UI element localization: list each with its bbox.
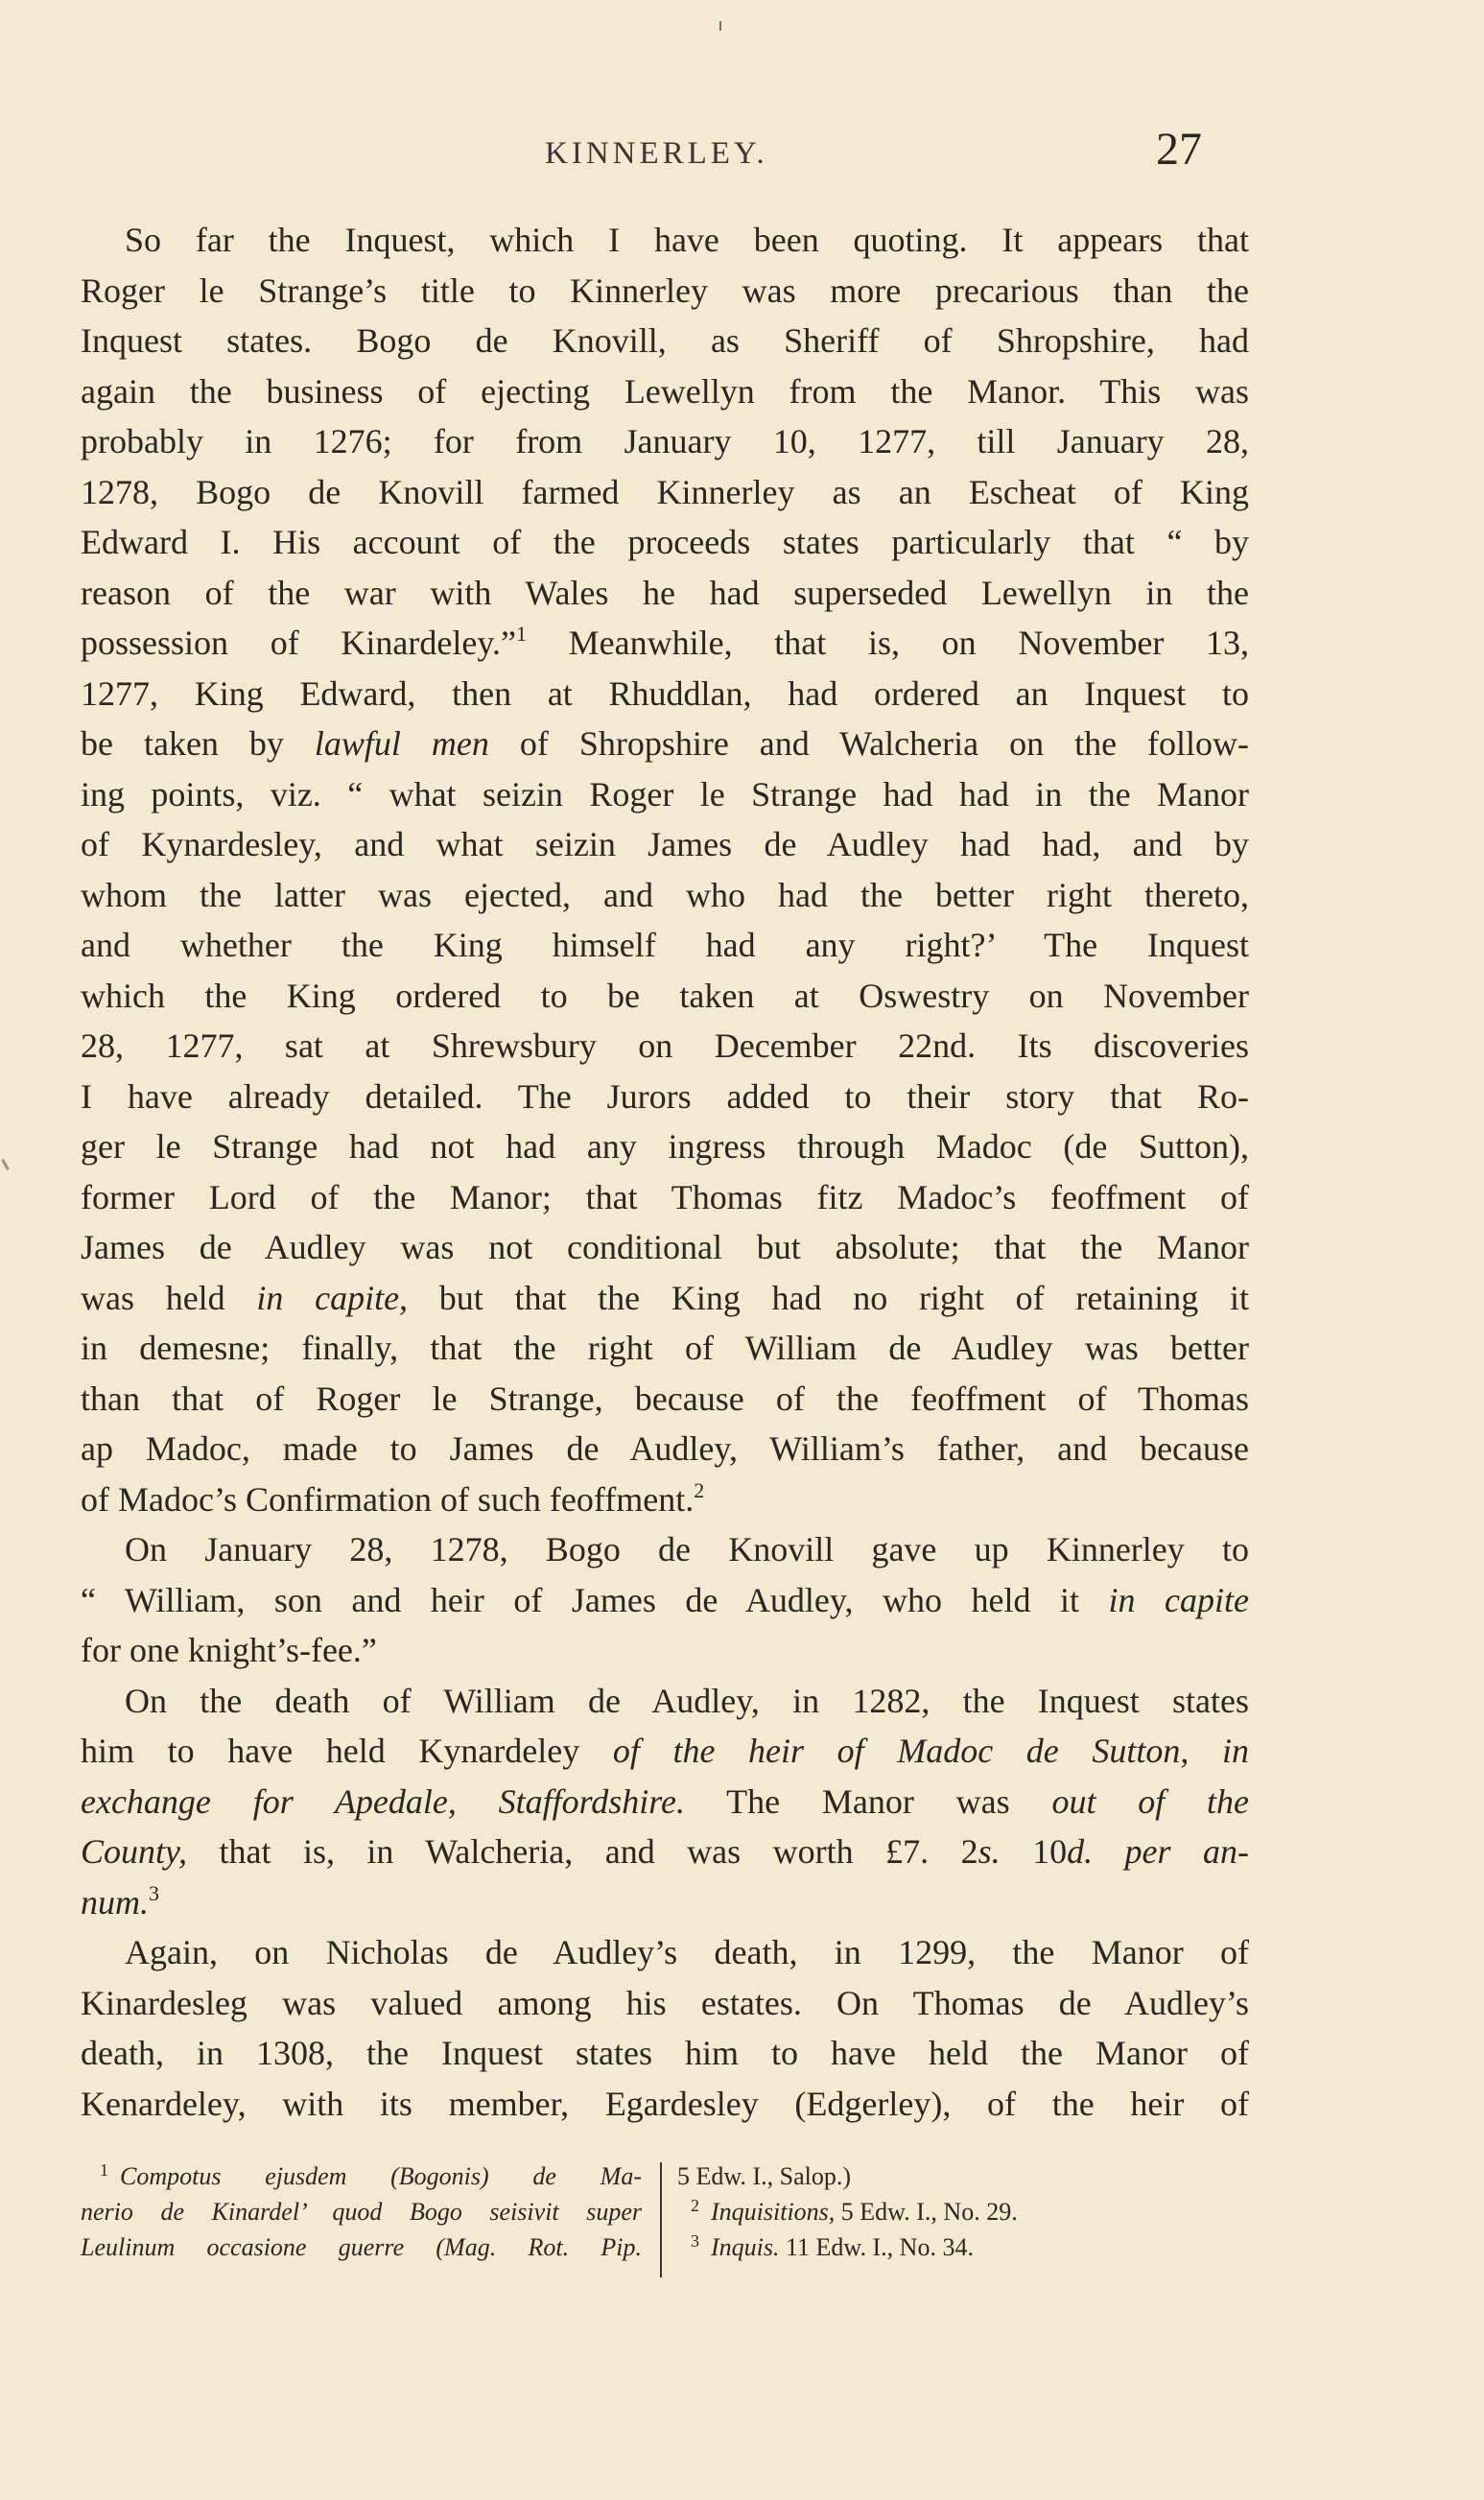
text-line: him to have held Kynardeley of the heir of Madoc de Sutton, in: [81, 1732, 1249, 1770]
text-line: 28, 1277, sat at Shrewsbury on December 22nd. Its discoveries: [81, 1026, 1249, 1065]
footnotes: [81, 2158, 1249, 2293]
text-line: probably in 1276; for from January 10, 1277, till January 28,: [81, 422, 1249, 460]
text-line: ing points, viz. “ what seizin Roger le Strange had had in the Manor: [81, 774, 1249, 814]
footnote-ref: 2: [694, 1477, 705, 1502]
text-line: County, that is, in Walcheria, and was worth £7. 2s. 10d. per an-: [81, 1832, 1249, 1871]
footnote-right-column: [677, 2158, 1249, 2265]
text-line: 1277, King Edward, then at Rhuddlan, had ordered an Inquest to: [81, 673, 1249, 713]
text-line: again the business of ejecting Lewellyn from the Manor. This was: [81, 371, 1249, 411]
footnote-1: $^1$ Compotus ejusdem (Bogonis) de Ma-: [100, 2160, 642, 2190]
footnote-number: 1: [100, 2160, 108, 2180]
text-line: and whether the King himself had any right?’ The Inquest: [81, 926, 1249, 964]
text-line: Roger le Strange’s title to Kinnerley was more precarious than the: [81, 271, 1249, 310]
page-number: 27: [1156, 124, 1202, 175]
text-line: ger le Strange had not had any ingress through Madoc (de Sutton),: [81, 1127, 1249, 1166]
running-title: KINNERLEY.: [545, 136, 768, 171]
text-line: num.$^3$: [81, 1880, 159, 1922]
text-line: exchange for Apedale, Staffordshire. The Manor was out of the: [81, 1781, 1250, 1821]
text-line: So far the Inquest, which I have been quoting. It appears that: [125, 221, 1249, 259]
text-line: possession of Kinardeley.”$^1$ Meanwhile, that is, on November 13,: [81, 622, 1250, 662]
text-line: James de Audley was not conditional but absolute; that the Manor: [81, 1228, 1249, 1266]
text-line: death, in 1308, the Inquest states him to have held the Manor of: [81, 2034, 1249, 2072]
text-line: On the death of William de Audley, in 1282, the Inquest states: [125, 1681, 1249, 1720]
text-line: of Madoc’s Confirmation of such feoffment.$^2$: [81, 1477, 705, 1519]
footnote-1-continued: nerio de Kinardel’ quod Bogo seisivit super: [81, 2198, 642, 2226]
print-mark: [719, 21, 721, 31]
footnote-ref: 1: [515, 622, 527, 646]
text-line: of Kynardesley, and what seizin James de Audley had had, and by: [81, 825, 1249, 863]
text-line: ap Madoc, made to James de Audley, William’s father, and because: [81, 1429, 1249, 1468]
footnote-3: $^3$ Inquis. 11 Edw. I., No. 34.: [691, 2231, 974, 2261]
body-text: [81, 215, 1249, 2129]
text-line: “ William, son and heir of James de Audley, who held it in capite: [81, 1580, 1249, 1619]
footnote-left-column: [81, 2158, 642, 2265]
text-line: reason of the war with Wales he had superseded Lewellyn in the: [81, 573, 1249, 612]
text-line: former Lord of the Manor; that Thomas fitz Madoc’s feoffment of: [81, 1177, 1249, 1216]
text-line: Inquest states. Bogo de Knovill, as Sheriff of Shropshire, had: [81, 321, 1249, 360]
footnote-1-continued: Leulinum occasione guerre (Mag. Rot. Pip.: [81, 2233, 642, 2261]
margin-mark: [1, 1159, 10, 1170]
running-head: [0, 123, 1484, 180]
text-line: was held in capite, but that the King had no right of retaining it: [81, 1278, 1249, 1317]
text-line: 1278, Bogo de Knovill farmed Kinnerley as an Escheat of King: [81, 472, 1249, 511]
text-line: I have already detailed. The Jurors added to their story that Ro-: [81, 1076, 1249, 1116]
text-line: which the King ordered to be taken at Oswestry on November: [81, 976, 1249, 1015]
text-line: Kinardesleg was valued among his estates. On Thomas de Audley’s: [81, 1983, 1249, 2022]
text-line: whom the latter was ejected, and who had the better right thereto,: [81, 875, 1249, 914]
text-line: than that of Roger le Strange, because of the feoffment of Thomas: [81, 1379, 1249, 1418]
text-line: Again, on Nicholas de Audley’s death, in 1299, the Manor of: [125, 1933, 1249, 1971]
footnote-2: $^2$ Inquisitions, 5 Edw. I., No. 29.: [691, 2196, 1018, 2226]
text-line: in demesne; finally, that the right of William de Audley was better: [81, 1329, 1249, 1367]
footnote-divider: [660, 2162, 662, 2277]
text-line: On January 28, 1278, Bogo de Knovill gave up Kinnerley to: [125, 1530, 1249, 1568]
text-line: for one knight’s-fee.”: [81, 1631, 377, 1669]
text-line: be taken by lawful men of Shropshire and Walcheria on the follow-: [81, 724, 1250, 763]
footnote-ref: 3: [149, 1880, 159, 1905]
text-line: Kenardeley, with its member, Egardesley (Edgerley), of the heir of: [81, 2084, 1249, 2123]
text-line: Edward I. His account of the proceeds states particularly that “ by: [81, 523, 1249, 561]
footnote-1-end: 5 Edw. I., Salop.): [677, 2162, 852, 2190]
